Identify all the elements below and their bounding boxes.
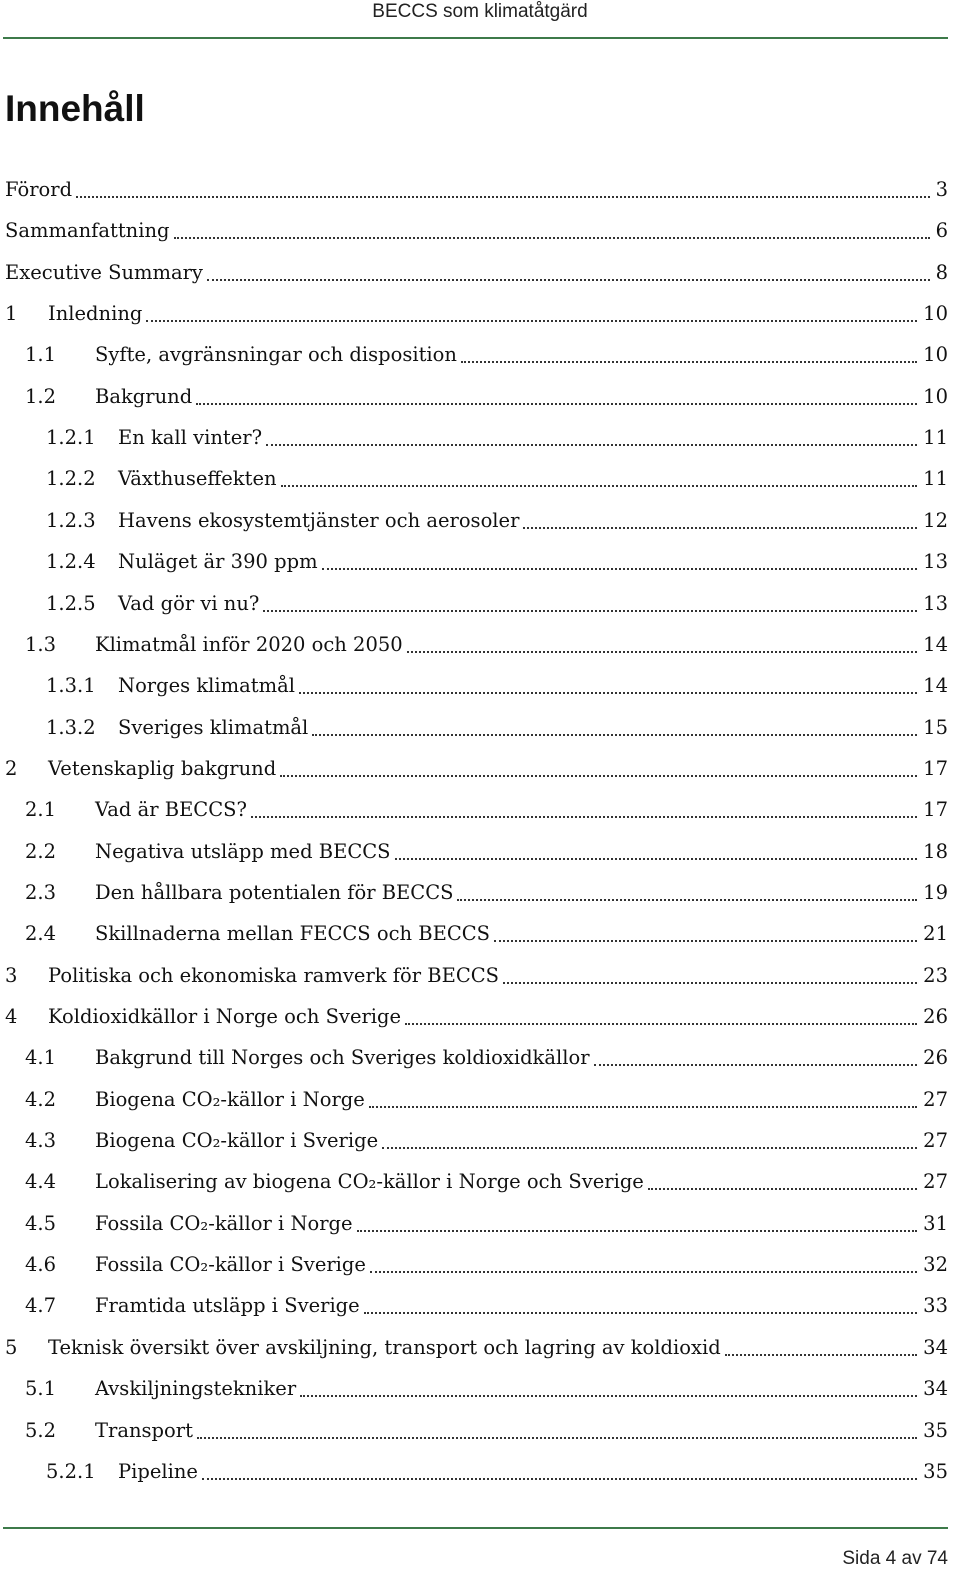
toc-entry[interactable] bbox=[0, 500, 948, 541]
running-header: BECCS som klimatåtgärd bbox=[372, 1, 588, 22]
toc-entry[interactable] bbox=[0, 417, 948, 458]
toc-entry[interactable] bbox=[0, 624, 948, 665]
toc-entry-title: Bakgrund bbox=[95, 384, 193, 408]
toc-leader-dots bbox=[196, 403, 917, 405]
toc-entry[interactable] bbox=[0, 665, 948, 706]
toc-entry[interactable] bbox=[0, 1285, 948, 1326]
toc-leader-dots bbox=[405, 1023, 917, 1025]
toc-entry-page: 33 bbox=[923, 1294, 948, 1318]
toc-entry-title: Sveriges klimatmål bbox=[118, 715, 309, 739]
toc-entry-number: 4 bbox=[5, 1005, 18, 1028]
toc-entry[interactable] bbox=[0, 1037, 948, 1078]
toc-entry[interactable] bbox=[0, 831, 948, 872]
toc-leader-dots bbox=[266, 444, 917, 446]
toc-entry-number: 1.2.3 bbox=[46, 508, 96, 532]
toc-leader-dots bbox=[280, 775, 917, 777]
toc-leader-dots bbox=[382, 1147, 917, 1149]
toc-entry-page: 10 bbox=[923, 343, 948, 367]
toc-entry-page: 17 bbox=[923, 798, 948, 822]
toc-entry[interactable] bbox=[0, 1203, 948, 1244]
toc-entry-page: 27 bbox=[923, 1129, 948, 1153]
toc-entry[interactable] bbox=[0, 1161, 948, 1202]
toc-entry-title: Förord bbox=[5, 178, 73, 201]
toc-entry-page: 15 bbox=[923, 715, 948, 739]
toc-entry-title: Koldioxidkällor i Norge och Sverige bbox=[48, 1005, 402, 1028]
toc-entry-page: 27 bbox=[923, 1170, 948, 1194]
toc-entry[interactable] bbox=[0, 376, 948, 417]
toc-entry-number: 1.2 bbox=[25, 384, 57, 408]
toc-leader-dots bbox=[457, 899, 917, 901]
toc-entry-number: 5.2.1 bbox=[46, 1459, 96, 1483]
toc-entry-title: Inledning bbox=[48, 302, 143, 326]
toc-entry[interactable] bbox=[0, 1120, 948, 1161]
toc-leader-dots bbox=[461, 361, 917, 363]
toc-entry[interactable] bbox=[0, 1368, 948, 1409]
toc-entry-page: 14 bbox=[923, 674, 948, 698]
toc-entry[interactable] bbox=[0, 1079, 948, 1120]
toc-entry-page: 17 bbox=[923, 756, 948, 780]
toc-entry[interactable] bbox=[0, 1244, 948, 1285]
page-title: Innehåll bbox=[5, 88, 145, 129]
toc-entry-page: 18 bbox=[923, 839, 948, 863]
toc-entry-title: Biogena CO₂-källor i Sverige bbox=[95, 1129, 379, 1153]
toc-entry[interactable] bbox=[0, 1451, 948, 1492]
toc-entry[interactable] bbox=[0, 210, 948, 251]
toc-entry-page: 21 bbox=[923, 922, 948, 946]
toc-entry-page: 3 bbox=[935, 178, 948, 201]
toc-entry-number: 4.3 bbox=[25, 1129, 57, 1153]
toc-entry-number: 1.3 bbox=[25, 632, 57, 656]
toc-entry-title: Avskiljningstekniker bbox=[95, 1377, 297, 1401]
toc-entry-title: Biogena CO₂-källor i Norge bbox=[95, 1087, 365, 1111]
toc-entry-page: 26 bbox=[923, 1046, 948, 1070]
toc-leader-dots bbox=[263, 610, 917, 612]
toc-entry[interactable] bbox=[0, 541, 948, 582]
toc-entry-page: 32 bbox=[923, 1253, 948, 1277]
toc-leader-dots bbox=[523, 527, 917, 529]
toc-leader-dots bbox=[370, 1271, 917, 1273]
toc-entry-number: 1.2.4 bbox=[46, 550, 96, 574]
toc-leader-dots bbox=[503, 982, 917, 984]
toc-entry-number: 2.2 bbox=[25, 839, 57, 863]
toc-entry-page: 13 bbox=[923, 591, 948, 615]
toc-entry-title: Den hållbara potentialen för BECCS bbox=[95, 880, 454, 904]
toc-entry-number: 1.2.2 bbox=[46, 467, 96, 491]
toc-entry-number: 2.4 bbox=[25, 922, 57, 946]
toc-entry-page: 19 bbox=[923, 880, 948, 904]
toc-entry-number: 5 bbox=[5, 1335, 18, 1359]
toc-entry-page: 23 bbox=[923, 963, 948, 987]
toc-entry-number: 1 bbox=[5, 302, 18, 326]
toc-leader-dots bbox=[357, 1230, 917, 1232]
toc-entry-number: 4.5 bbox=[25, 1211, 57, 1235]
toc-entry-number: 4.6 bbox=[25, 1253, 57, 1277]
toc-leader-dots bbox=[202, 1478, 917, 1480]
toc-entry[interactable] bbox=[0, 252, 948, 293]
toc-entry-page: 34 bbox=[923, 1335, 948, 1359]
toc-entry-title: Negativa utsläpp med BECCS bbox=[95, 839, 391, 863]
toc-leader-dots bbox=[407, 651, 917, 653]
toc-entry-title: Nuläget är 390 ppm bbox=[118, 550, 318, 574]
toc-entry-title: Vad gör vi nu? bbox=[118, 591, 260, 615]
toc-entry-number: 5.2 bbox=[25, 1418, 57, 1442]
toc-entry-title: Sammanfattning bbox=[5, 219, 170, 243]
toc-entry[interactable] bbox=[0, 955, 948, 996]
toc-entry-page: 34 bbox=[923, 1377, 948, 1401]
toc-entry-title: Executive Summary bbox=[5, 260, 203, 284]
toc-entry-page: 26 bbox=[923, 1005, 948, 1028]
toc-entry-page: 35 bbox=[923, 1418, 948, 1442]
toc-entry-title: Syfte, avgränsningar och disposition bbox=[95, 343, 457, 367]
toc-entry-number: 2.1 bbox=[25, 798, 57, 822]
footer-rule bbox=[3, 1527, 948, 1529]
toc-entry-page: 8 bbox=[935, 260, 948, 284]
toc-leader-dots bbox=[312, 734, 917, 736]
toc-entry-page: 11 bbox=[923, 426, 948, 450]
toc-entry[interactable] bbox=[0, 293, 948, 334]
toc-leader-dots bbox=[364, 1312, 917, 1314]
toc-entry[interactable] bbox=[0, 1410, 948, 1451]
toc-entry-title: Politiska och ekonomiska ramverk för BECCS bbox=[48, 963, 500, 987]
toc-entry-number: 1.2.5 bbox=[46, 591, 96, 615]
toc-leader-dots bbox=[76, 196, 930, 198]
toc-leader-dots bbox=[207, 279, 930, 281]
toc-entry-page: 11 bbox=[923, 467, 948, 491]
toc-entry[interactable] bbox=[0, 1327, 948, 1368]
toc-entry[interactable] bbox=[0, 583, 948, 624]
toc-entry-title: Bakgrund till Norges och Sveriges koldioxidkällor bbox=[95, 1046, 590, 1070]
toc-entry-page: 6 bbox=[935, 219, 948, 243]
toc-entry-page: 35 bbox=[923, 1459, 948, 1483]
toc-entry-title: Pipeline bbox=[118, 1459, 198, 1483]
toc-leader-dots bbox=[299, 692, 917, 694]
toc-entry-title: Lokalisering av biogena CO₂-källor i Norge och Sverige bbox=[95, 1170, 644, 1194]
toc-leader-dots bbox=[146, 320, 917, 322]
toc-entry-page: 10 bbox=[923, 302, 948, 326]
toc-entry-title: Skillnaderna mellan FECCS och BECCS bbox=[95, 922, 491, 946]
toc-entry-page: 31 bbox=[923, 1211, 948, 1235]
toc-leader-dots bbox=[494, 940, 917, 942]
toc-entry-page: 13 bbox=[923, 550, 948, 574]
toc-leader-dots bbox=[369, 1106, 917, 1108]
toc-entry-number: 1.1 bbox=[25, 343, 57, 367]
toc-entry-title: Växthuseffekten bbox=[118, 467, 277, 491]
toc-leader-dots bbox=[281, 485, 917, 487]
toc-entry[interactable] bbox=[0, 169, 948, 210]
toc-entry-title: Vetenskaplig bakgrund bbox=[48, 756, 277, 780]
toc-entry[interactable] bbox=[0, 748, 948, 789]
toc-entry[interactable] bbox=[0, 707, 948, 748]
toc-entry-number: 1.3.1 bbox=[46, 674, 96, 698]
toc-entry[interactable] bbox=[0, 458, 948, 499]
toc-entry-number: 4.7 bbox=[25, 1294, 57, 1318]
toc-entry-title: Klimatmål inför 2020 och 2050 bbox=[95, 632, 403, 656]
toc-entry-number: 1.3.2 bbox=[46, 715, 96, 739]
toc-leader-dots bbox=[725, 1354, 917, 1356]
header-rule bbox=[3, 37, 948, 39]
toc-entry-number: 3 bbox=[5, 963, 18, 987]
toc-entry-title: Teknisk översikt över avskiljning, transport och lagring av koldioxid bbox=[48, 1335, 721, 1359]
toc-entry-number: 2.3 bbox=[25, 880, 57, 904]
toc-entry[interactable] bbox=[0, 872, 948, 913]
toc-entry-page: 14 bbox=[923, 632, 948, 656]
toc-entry-title: Transport bbox=[95, 1418, 193, 1442]
toc-entry-number: 2 bbox=[5, 756, 18, 780]
toc-entry-title: Norges klimatmål bbox=[118, 674, 295, 698]
toc-entry-number: 5.1 bbox=[25, 1377, 57, 1401]
toc-leader-dots bbox=[300, 1395, 917, 1397]
toc-leader-dots bbox=[395, 858, 917, 860]
toc-entry-title: Framtida utsläpp i Sverige bbox=[95, 1294, 360, 1318]
toc-entry-page: 27 bbox=[923, 1087, 948, 1111]
toc-entry[interactable] bbox=[0, 996, 948, 1037]
toc-entry-title: Vad är BECCS? bbox=[95, 798, 247, 822]
toc-entry[interactable] bbox=[0, 789, 948, 830]
toc-leader-dots bbox=[594, 1064, 917, 1066]
toc-entry-number: 4.4 bbox=[25, 1170, 57, 1194]
toc-leader-dots bbox=[322, 568, 917, 570]
toc-leader-dots bbox=[251, 816, 917, 818]
toc-leader-dots bbox=[197, 1437, 917, 1439]
toc-entry-page: 10 bbox=[923, 384, 948, 408]
toc-entry-number: 4.2 bbox=[25, 1087, 57, 1111]
toc-entry-title: Fossila CO₂-källor i Sverige bbox=[95, 1253, 366, 1277]
toc-entry-number: 4.1 bbox=[25, 1046, 57, 1070]
toc-leader-dots bbox=[648, 1188, 917, 1190]
toc-entry[interactable] bbox=[0, 334, 948, 375]
toc-entry-title: En kall vinter? bbox=[118, 426, 263, 450]
toc-entry-title: Havens ekosystemtjänster och aerosoler bbox=[118, 508, 520, 532]
toc-entry[interactable] bbox=[0, 913, 948, 954]
toc-leader-dots bbox=[174, 237, 930, 239]
page-number: Sida 4 av 74 bbox=[842, 1548, 948, 1569]
toc-entry-title: Fossila CO₂-källor i Norge bbox=[95, 1211, 353, 1235]
toc-entry-page: 12 bbox=[923, 508, 948, 532]
toc-entry-number: 1.2.1 bbox=[46, 426, 96, 450]
